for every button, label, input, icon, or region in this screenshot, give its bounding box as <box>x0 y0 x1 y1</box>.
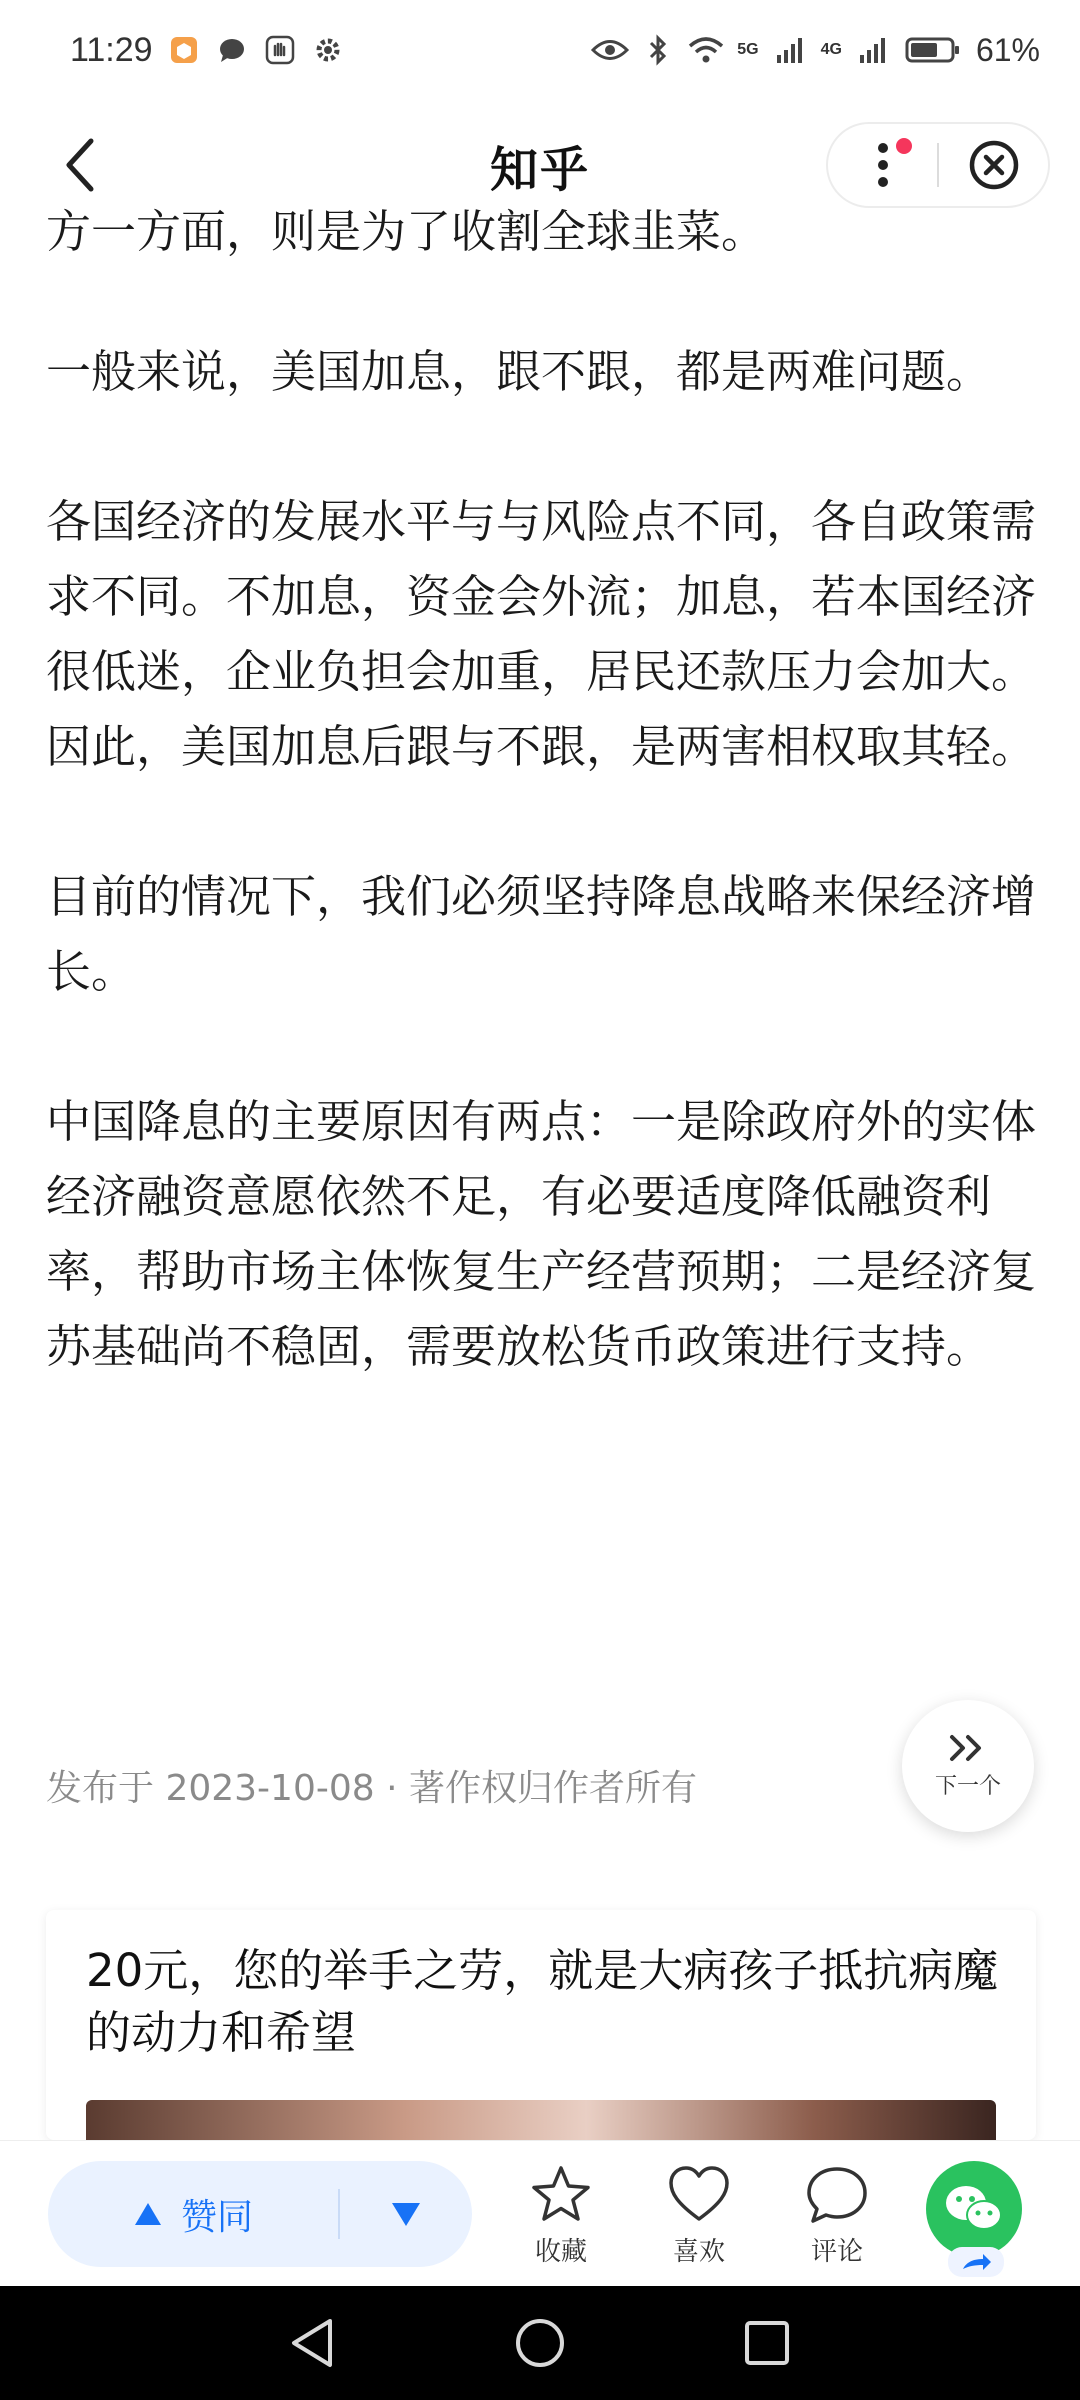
back-button[interactable] <box>50 130 110 200</box>
wifi-icon <box>689 33 723 67</box>
bluetooth-icon <box>641 33 675 67</box>
upvote-button[interactable] <box>48 2161 338 2267</box>
more-button[interactable] <box>828 124 937 206</box>
page-title: 知乎 <box>489 141 590 198</box>
ad-title: 20元，您的举手之劳，就是大病孩子抵抗病魔的动力和希望 <box>86 1944 999 2059</box>
notification-dot <box>896 138 912 154</box>
collect-label: 收藏 <box>534 2237 587 2267</box>
star-icon <box>529 2163 593 2227</box>
article-body <box>0 205 1080 1700</box>
share-arrow-icon <box>948 2247 1004 2277</box>
signal-bars-2-icon <box>856 33 890 67</box>
article-paragraph: 一般来说，美国加息，跟不跟，都是两难问题。 <box>46 345 992 398</box>
double-chevron-right-icon <box>948 1733 988 1763</box>
triangle-down-icon <box>390 2200 422 2228</box>
next-article-button[interactable] <box>902 1700 1034 1832</box>
clipped-text-line: 方一方面，则是为了收割全球韭菜。 <box>46 205 767 258</box>
close-button[interactable] <box>939 124 1048 206</box>
system-nav-bar <box>0 2286 1080 2400</box>
comment-label: 评论 <box>810 2237 863 2267</box>
upvote-label: 赞同 <box>180 2196 253 2238</box>
vote-control <box>48 2161 472 2267</box>
status-bar <box>0 0 1080 100</box>
article-paragraph: 目前的情况下，我们必须坚持降息战略来保经济增长。 <box>46 870 1037 998</box>
message-icon <box>215 33 249 67</box>
downvote-button[interactable] <box>340 2200 472 2228</box>
app-notification-icon <box>167 33 201 67</box>
article-paragraph: 各国经济的发展水平与与风险点不同，各自政策需求不同。不加息，资金会外流；加息，若本国经济很低迷，企业负担会加重，居民还款压力会加大。因此，美国加息后跟与不跟，是两害相权取其轻。 <box>46 495 1037 773</box>
publish-info: 发布于 2023-10-08 · 著作权归作者所有 <box>46 1768 697 1809</box>
circle-home-icon <box>513 2316 567 2370</box>
battery-icon <box>904 33 962 67</box>
signal-5g-label: 5G <box>737 41 759 58</box>
status-time: 11:29 <box>70 30 153 69</box>
triangle-back-icon <box>288 2316 338 2370</box>
ad-card[interactable] <box>46 1910 1036 2140</box>
battery-percent: 61% <box>975 31 1040 68</box>
bottom-action-bar <box>0 2140 1080 2286</box>
chevron-left-icon <box>63 137 97 193</box>
nav-home-button[interactable] <box>500 2303 580 2383</box>
collect-button[interactable] <box>511 2163 611 2273</box>
comment-bubble-icon <box>805 2163 869 2227</box>
nav-recents-button[interactable] <box>727 2303 807 2383</box>
square-recents-icon <box>742 2318 792 2368</box>
next-article-label: 下一个 <box>934 1773 1001 1799</box>
signal-4g-label: 4G <box>820 41 842 58</box>
article-paragraph: 中国降息的主要原因有两点：一是除政府外的实体经济融资意愿依然不足，有必要适度降低融资利率，帮助市场主体恢复生产经营预期；二是经济复苏基础尚不稳固，需要放松货币政策进行支持。 <box>46 1095 1037 1373</box>
comment-button[interactable] <box>787 2163 887 2273</box>
hand-icon <box>263 33 297 67</box>
wechat-icon <box>926 2161 1022 2257</box>
mini-program-capsule <box>826 122 1050 208</box>
like-button[interactable] <box>649 2163 749 2273</box>
signal-bars-icon <box>773 33 807 67</box>
more-vertical-icon <box>877 140 889 190</box>
triangle-up-icon <box>133 2201 163 2227</box>
nav-back-button[interactable] <box>273 2303 353 2383</box>
eye-icon <box>593 33 627 67</box>
wechat-share-button[interactable] <box>926 2161 1026 2281</box>
like-label: 喜欢 <box>672 2237 725 2267</box>
heart-icon <box>667 2163 731 2227</box>
close-circle-icon <box>968 139 1020 191</box>
settings-gear-icon <box>311 33 345 67</box>
